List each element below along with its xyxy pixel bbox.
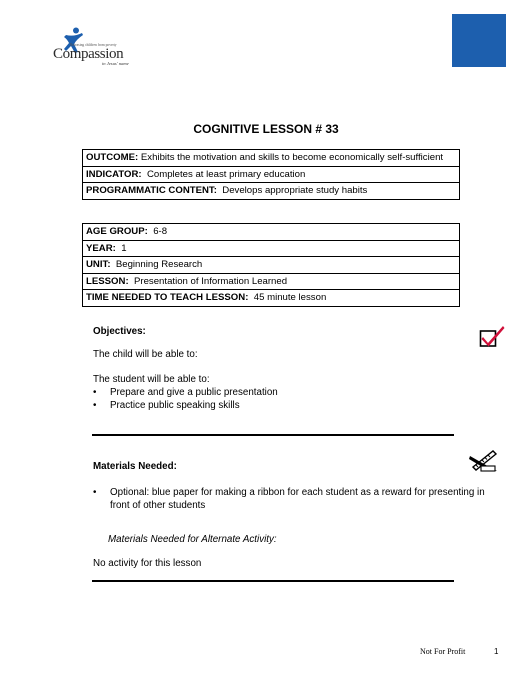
age-group-label: AGE GROUP: <box>86 226 148 237</box>
logo-name: Compassion <box>53 46 124 62</box>
outcome-label: OUTCOME: <box>86 152 139 163</box>
unit-value: Beginning Research <box>115 259 203 270</box>
alternate-activity-text: No activity for this lesson <box>93 558 202 569</box>
objectives-heading: Objectives: <box>93 326 146 337</box>
year-row <box>83 241 459 258</box>
compassion-logo <box>52 26 164 68</box>
lesson-info-box <box>82 223 460 307</box>
outcome-box <box>82 149 460 200</box>
objectives-list <box>93 387 278 412</box>
programmatic-content-value: Develops appropriate study habits <box>222 185 368 196</box>
lesson-label: LESSON: <box>86 275 129 287</box>
objectives-intro-student: The student will be able to: <box>93 374 210 385</box>
alternate-materials-heading: Materials Needed for Alternate Activity: <box>108 534 277 545</box>
outcome-row <box>83 150 459 167</box>
indicator-row <box>83 167 459 184</box>
materials-heading: Materials Needed: <box>93 461 177 472</box>
page-number: 1 <box>494 647 499 656</box>
unit-label: UNIT: <box>86 259 111 270</box>
list-item: • Prepare and give a public presentation <box>93 387 278 400</box>
section-divider <box>92 580 454 582</box>
year-value: 1 <box>121 242 127 254</box>
section-divider <box>92 434 454 436</box>
checkbox-check-icon <box>479 323 505 349</box>
unit-row <box>83 257 459 274</box>
list-item: • Practice public speaking skills <box>93 400 278 413</box>
age-group-row <box>83 224 459 241</box>
pencil-ruler-icon <box>467 447 501 473</box>
year-label: YEAR: <box>86 242 116 254</box>
age-group-value: 6-8 <box>153 226 168 237</box>
time-needed-row <box>83 290 459 306</box>
brand-color-block <box>452 14 506 67</box>
materials-list <box>93 487 505 512</box>
logo-subline: in Jesus' name <box>102 61 129 66</box>
footer-note: Not For Profit <box>420 647 466 656</box>
time-needed-value: 45 minute lesson <box>253 292 327 303</box>
outcome-value: Exhibits the motivation and skills to become economically self-sufficient <box>140 152 444 163</box>
list-item: • Optional: blue paper for making a ribbon for each student as a reward for presenting in front of other students <box>93 487 505 512</box>
programmatic-content-row <box>83 183 459 199</box>
indicator-value: Completes at least primary education <box>146 168 306 180</box>
objectives-intro-child: The child will be able to: <box>93 349 198 360</box>
programmatic-content-label: PROGRAMMATIC CONTENT: <box>86 185 217 196</box>
lesson-title: COGNITIVE LESSON # 33 <box>193 122 339 136</box>
lesson-value: Presentation of Information Learned <box>134 275 288 287</box>
logo-tagline: Releasing children from poverty <box>70 43 117 47</box>
indicator-label: INDICATOR: <box>86 168 142 180</box>
time-needed-label: TIME NEEDED TO TEACH LESSON: <box>86 292 249 303</box>
lesson-row <box>83 274 459 291</box>
